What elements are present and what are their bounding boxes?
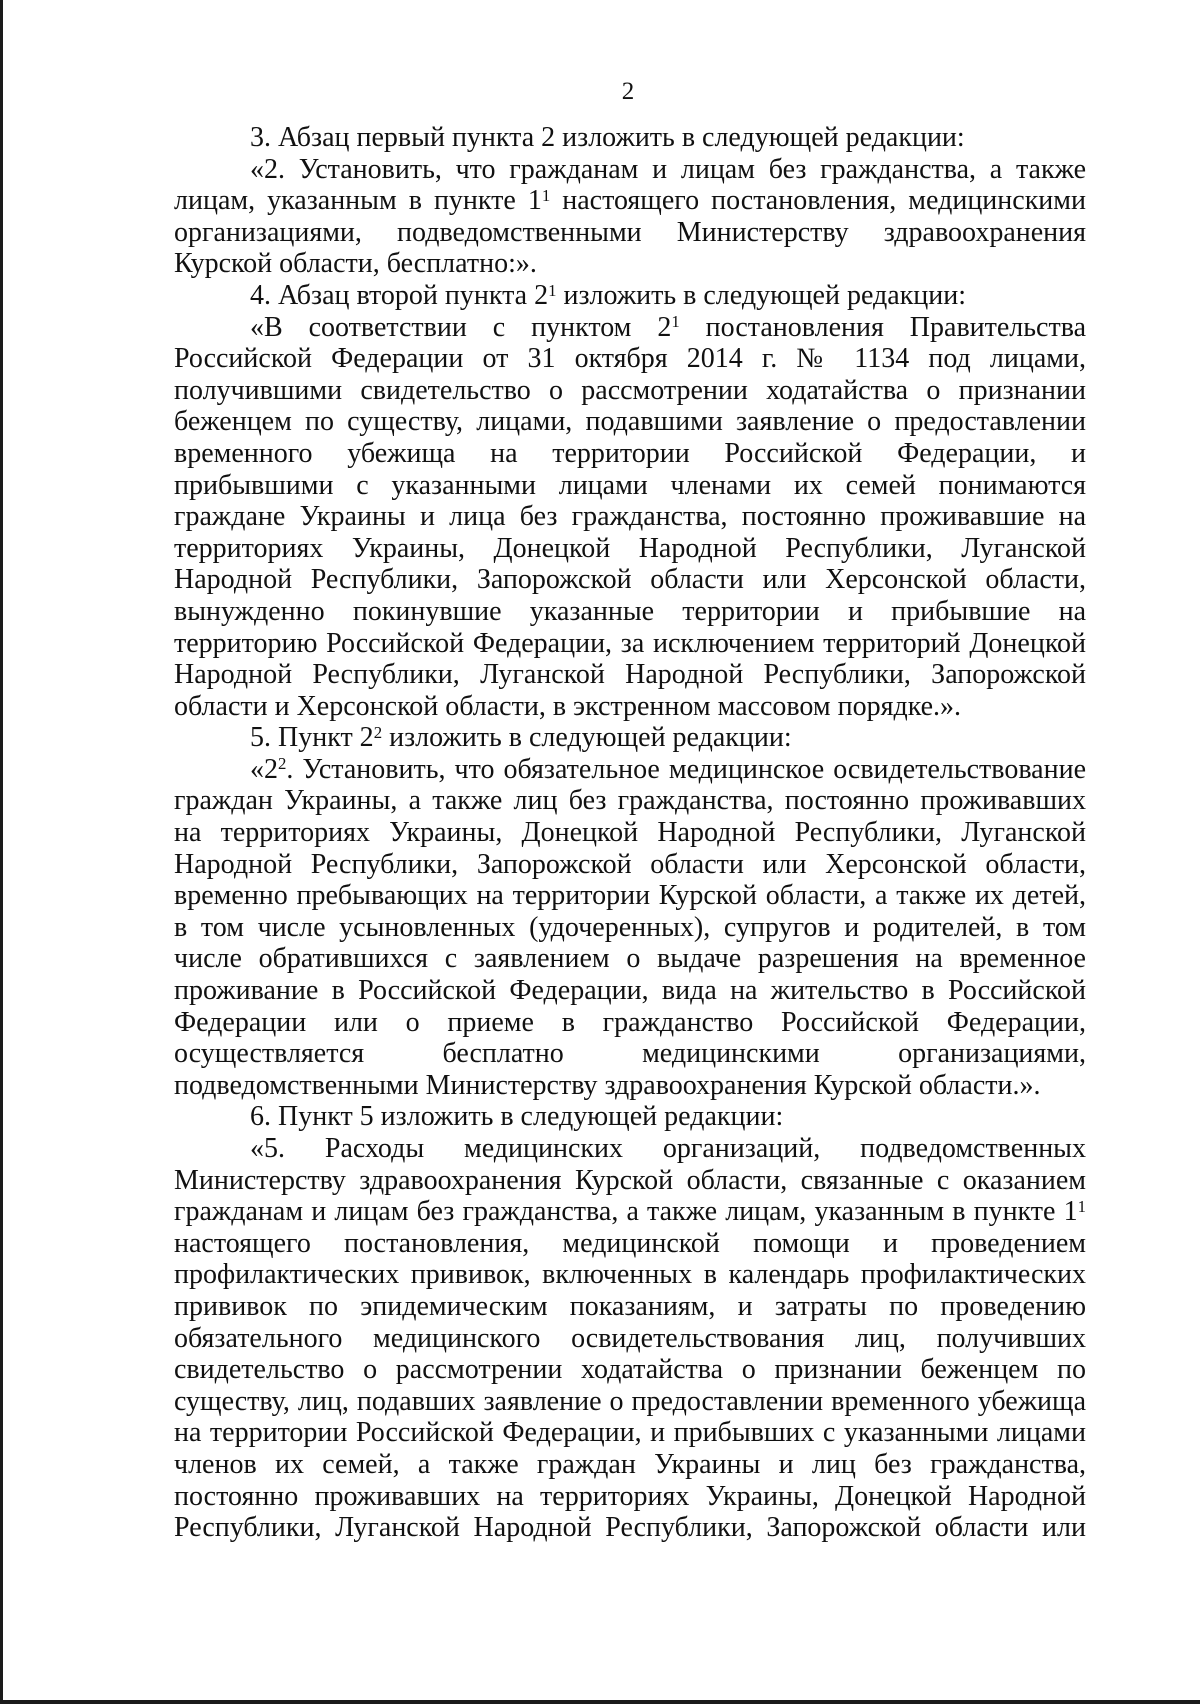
paragraph-item-2-text: «2. Установить, что гражданам и лицам без гражданства, а также лицам, указанным в пункте $1^1$ настоящего постановления, медицинскими организациями, подведомственными Министерству здравоохранения Курской области, бесплатно:». xyxy=(174,153,1086,280)
document-body xyxy=(174,122,1086,1544)
paragraph-item-6: 6. Пункт 5 изложить в следующей редакции: xyxy=(250,1101,784,1133)
page-number: 2 xyxy=(621,78,635,105)
scan-left-edge xyxy=(0,0,3,1704)
paragraph-item-3: 3. Абзац первый пункта 2 изложить в следующей редакции: xyxy=(250,122,965,153)
paragraph-item-2-1-text: «В соответствии с пунктом $2^1$ постановления Правительства Российской Федерации от 31 октября 2014 г. № 1134 под лицами, получившими свидетельство о рассмотрении ходатайства о признании беженцем по существу, лицами, подавшими заявление о предоставлении временного убежища на территории Российской Федерации, и прибывшими с указанными лицами членами их семей понимаются граждане Украины и лица без гражданства, постоянно проживавшие на территориях Украины, Донецкой Народной Республики, Луганской Народной Республики, Запорожской области или Херсонской области, вынужденно покинувшие указанные территории и прибывшие на территорию Российской Федерации, за исключением территорий Донецкой Народной Республики, Луганской Народной Республики, Запорожской области и Херсонской области, в экстренном массовом порядке.». xyxy=(174,311,1086,722)
paragraph-item-2-2-text: «$2^2$. Установить, что обязательное медицинское освидетельствование граждан Украины, а также лиц без гражданства, постоянно проживавших на территориях Украины, Донецкой Народной Республики, Луганской Народной Республики, Запорожской области или Херсонской области, временно пребывающих на территории Курской области, а также их детей, в том числе усыновленных (удочеренных), супругов и родителей, в том числе обратившихся с заявлением о выдаче разрешения на временное проживание в Российской Федерации, вида на жительство в Российской Федерации или о приеме в гражданство Российской Федерации, осуществляется бесплатно медицинскими организациями, подведомственными Министерству здравоохранения Курской области.». xyxy=(174,753,1086,1101)
scan-bottom-edge xyxy=(0,1700,1200,1704)
paragraph-item-4: 4. Абзац второй пункта $2^1$ изложить в следующей редакции: xyxy=(250,279,967,311)
paragraph-item-5-text: «5. Расходы медицинских организаций, подведомственных Министерству здравоохранения Курской области, связанные с оказанием гражданам и лицам без гражданства, а также лицам, указанным в пункте $1^1$ настоящего постановления, медицинской помощи и проведением профилактических прививок, включенных в календарь профилактических прививок по эпидемическим показаниям, и затраты по проведению обязательного медицинского освидетельствования лиц, получивших свидетельство о рассмотрении ходатайства о признании беженцем по существу, лиц, подавших заявление о предоставлении временного убежища на территории Российской Федерации, и прибывших с указанными лицами членов их семей, а также граждан Украины и лиц без гражданства, постоянно проживавших на территориях Украины, Донецкой Народной Республики, Луганской Народной Республики, Запорожской области или xyxy=(174,1133,1086,1544)
paragraph-item-5: 5. Пункт $2^2$ изложить в следующей редакции: xyxy=(250,722,792,754)
